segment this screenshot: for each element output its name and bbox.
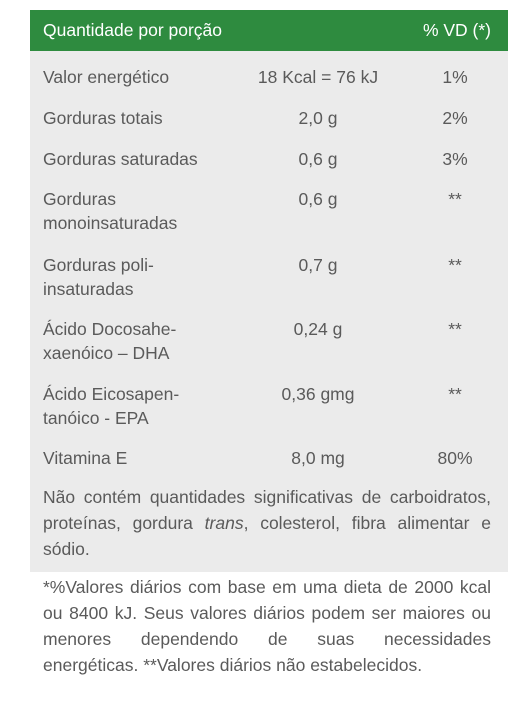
header-vd-label: % VD (*) — [422, 20, 491, 40]
note-text-start: Não contém quantidades significativas de carboidratos, proteínas, gordura — [43, 487, 491, 533]
note-italic-trans: trans — [204, 513, 244, 533]
nutrient-amount: 0,6 g — [298, 149, 338, 169]
nutrient-amount: 2,0 g — [298, 108, 338, 128]
nutrient-vd: 1% — [442, 67, 468, 87]
nutrient-vd: ** — [448, 189, 462, 209]
nutrient-name: Gorduras saturadas — [43, 149, 198, 169]
nutrient-name: Gorduras poli-insaturadas — [43, 255, 154, 299]
header-quantity-label: Quantidade por porção — [43, 20, 223, 40]
nutrient-vd: 3% — [442, 149, 468, 169]
nutrient-vd: ** — [448, 255, 462, 275]
note-text-end: , colesterol, fibra alimentar e sódio. — [43, 513, 491, 559]
nutrient-amount: 0,24 g — [293, 319, 343, 339]
nutrient-name: Valor energético — [43, 67, 170, 87]
nutrient-name: Ácido Eicosapen-tanóico - EPA — [43, 384, 180, 428]
nutrient-name: Gorduras totais — [43, 108, 163, 128]
nutrient-amount: 0,6 g — [298, 189, 338, 209]
nutrient-vd: ** — [448, 384, 462, 404]
table-header — [30, 10, 508, 51]
nutrient-amount: 0,36 gmg — [281, 384, 355, 404]
nutrition-table — [30, 10, 508, 572]
not-contained-note — [43, 484, 491, 562]
nutrient-amount: 18 Kcal = 76 kJ — [257, 67, 379, 87]
nutrient-amount: 0,7 g — [298, 255, 338, 275]
nutrient-name: Vitamina E — [43, 448, 128, 468]
nutrient-name: Gorduras monoinsaturadas — [43, 189, 178, 233]
daily-value-footnote: *%Valores diários com base em uma dieta de 2000 kcal ou 8400 kJ. Seus valores diários podem ser maiores ou menores dependendo de suas necessidades energéticas. **Valores diários não estabelecidos. — [43, 577, 491, 675]
nutrient-name: Ácido Docosahe-xaenóico – DHA — [43, 319, 177, 363]
nutrient-vd: ** — [448, 319, 462, 339]
nutrient-amount: 8,0 mg — [291, 448, 345, 468]
nutrient-vd: 2% — [442, 108, 468, 128]
nutrient-vd: 80% — [437, 448, 473, 468]
